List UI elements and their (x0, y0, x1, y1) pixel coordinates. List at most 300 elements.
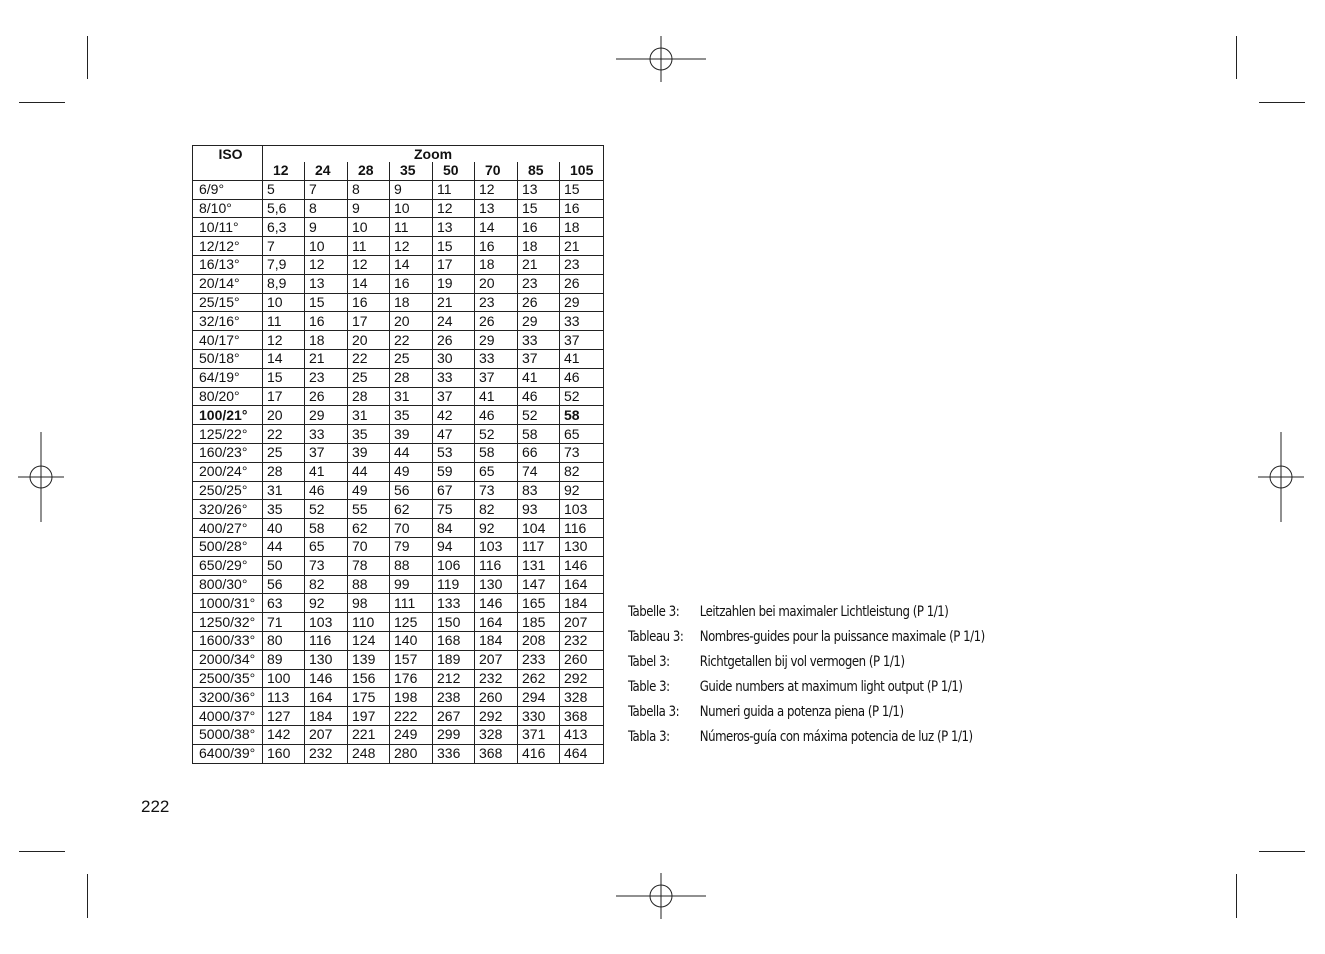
value-cell: 20 (348, 331, 390, 350)
value-cell: 58 (518, 425, 560, 444)
table-row (193, 255, 604, 274)
table-row (193, 688, 604, 707)
value-cell: 249 (390, 725, 433, 744)
value-cell: 70 (348, 537, 390, 556)
value-cell: 44 (263, 537, 305, 556)
value-cell: 7 (305, 180, 348, 199)
iso-cell: 800/30° (193, 575, 263, 594)
value-cell: 70 (390, 519, 433, 538)
value-cell: 165 (518, 594, 560, 613)
value-cell: 111 (390, 594, 433, 613)
value-cell: 73 (305, 556, 348, 575)
value-cell: 35 (390, 406, 433, 425)
value-cell: 58 (305, 519, 348, 538)
value-cell: 44 (348, 462, 390, 481)
value-cell: 37 (518, 349, 560, 368)
value-cell: 62 (348, 519, 390, 538)
value-cell: 8 (348, 180, 390, 199)
iso-cell: 1250/32° (193, 613, 263, 632)
crop-mark (87, 36, 88, 79)
value-cell: 55 (348, 500, 390, 519)
table-row (193, 425, 604, 444)
iso-cell: 20/14° (193, 274, 263, 293)
value-cell: 267 (433, 707, 475, 726)
iso-cell: 100/21° (193, 406, 263, 425)
value-cell: 35 (348, 425, 390, 444)
value-cell: 37 (560, 331, 604, 350)
value-cell: 368 (475, 744, 518, 763)
zoom-header: Zoom (414, 146, 453, 162)
value-cell: 65 (560, 425, 604, 444)
crop-mark (1259, 102, 1305, 103)
value-cell: 131 (518, 556, 560, 575)
value-cell: 11 (348, 237, 390, 256)
value-cell: 46 (305, 481, 348, 500)
value-cell: 208 (518, 631, 560, 650)
value-cell: 5 (263, 180, 305, 199)
value-cell: 23 (518, 274, 560, 293)
table-row (193, 462, 604, 481)
zoom-value-header: 85 (518, 162, 560, 180)
table-row (193, 237, 604, 256)
value-cell: 23 (560, 255, 604, 274)
table-row (193, 500, 604, 519)
caption-text: Números-guía con máxima potencia de luz (P 1/1) (699, 729, 973, 745)
value-cell: 82 (475, 500, 518, 519)
iso-cell: 200/24° (193, 462, 263, 481)
value-cell: 59 (433, 462, 475, 481)
value-cell: 18 (390, 293, 433, 312)
zoom-value-header: 12 (263, 162, 305, 180)
value-cell: 116 (475, 556, 518, 575)
value-cell: 49 (348, 481, 390, 500)
value-cell: 175 (348, 688, 390, 707)
value-cell: 20 (390, 312, 433, 331)
value-cell: 33 (560, 312, 604, 331)
value-cell: 294 (518, 688, 560, 707)
iso-cell: 10/11° (193, 218, 263, 237)
value-cell: 142 (263, 725, 305, 744)
value-cell: 88 (348, 575, 390, 594)
value-cell: 26 (305, 387, 348, 406)
zoom-value-header: 35 (390, 162, 433, 180)
value-cell: 10 (348, 218, 390, 237)
value-cell: 98 (348, 594, 390, 613)
value-cell: 78 (348, 556, 390, 575)
table-body (193, 180, 604, 763)
value-cell: 150 (433, 613, 475, 632)
value-cell: 18 (518, 237, 560, 256)
value-cell: 42 (433, 406, 475, 425)
value-cell: 292 (560, 669, 604, 688)
value-cell: 11 (390, 218, 433, 237)
table-row (193, 387, 604, 406)
value-cell: 262 (518, 669, 560, 688)
value-cell: 17 (263, 387, 305, 406)
table-row (193, 631, 604, 650)
value-cell: 146 (305, 669, 348, 688)
iso-cell: 32/16° (193, 312, 263, 331)
registration-mark-icon (616, 14, 706, 104)
table-row (193, 537, 604, 556)
table-row (193, 349, 604, 368)
value-cell: 39 (348, 443, 390, 462)
caption-label: Tabel 3: (628, 654, 670, 670)
value-cell: 89 (263, 650, 305, 669)
value-cell: 13 (433, 218, 475, 237)
iso-cell: 2000/34° (193, 650, 263, 669)
value-cell: 184 (560, 594, 604, 613)
value-cell: 11 (433, 180, 475, 199)
value-cell: 16 (348, 293, 390, 312)
value-cell: 79 (390, 537, 433, 556)
value-cell: 12 (475, 180, 518, 199)
value-cell: 413 (560, 725, 604, 744)
value-cell: 212 (433, 669, 475, 688)
value-cell: 147 (518, 575, 560, 594)
zoom-value-header: 50 (433, 162, 475, 180)
value-cell: 9 (348, 199, 390, 218)
value-cell: 328 (560, 688, 604, 707)
value-cell: 29 (518, 312, 560, 331)
value-cell: 17 (348, 312, 390, 331)
value-cell: 233 (518, 650, 560, 669)
value-cell: 127 (263, 707, 305, 726)
value-cell: 260 (560, 650, 604, 669)
table-row (193, 613, 604, 632)
table-row (193, 218, 604, 237)
value-cell: 371 (518, 725, 560, 744)
value-cell: 29 (560, 293, 604, 312)
value-cell: 21 (433, 293, 475, 312)
value-cell: 12 (305, 255, 348, 274)
value-cell: 46 (518, 387, 560, 406)
table-row (193, 725, 604, 744)
value-cell: 116 (560, 519, 604, 538)
value-cell: 336 (433, 744, 475, 763)
value-cell: 124 (348, 631, 390, 650)
value-cell: 5,6 (263, 199, 305, 218)
value-cell: 168 (433, 631, 475, 650)
value-cell: 71 (263, 613, 305, 632)
value-cell: 15 (518, 199, 560, 218)
value-cell: 232 (560, 631, 604, 650)
table-row (193, 669, 604, 688)
value-cell: 11 (263, 312, 305, 331)
value-cell: 17 (433, 255, 475, 274)
value-cell: 67 (433, 481, 475, 500)
value-cell: 110 (348, 613, 390, 632)
table-row (193, 180, 604, 199)
value-cell: 189 (433, 650, 475, 669)
value-cell: 12 (433, 199, 475, 218)
value-cell: 65 (475, 462, 518, 481)
value-cell: 103 (560, 500, 604, 519)
iso-cell: 400/27° (193, 519, 263, 538)
value-cell: 26 (518, 293, 560, 312)
table-row (193, 331, 604, 350)
value-cell: 164 (305, 688, 348, 707)
value-cell: 24 (433, 312, 475, 331)
iso-cell: 12/12° (193, 237, 263, 256)
value-cell: 88 (390, 556, 433, 575)
table-row (193, 556, 604, 575)
table-row (193, 650, 604, 669)
caption-text: Leitzahlen bei maximaler Lichtleistung (P 1/1) (699, 604, 949, 620)
value-cell: 139 (348, 650, 390, 669)
value-cell: 31 (390, 387, 433, 406)
crop-mark (19, 851, 65, 852)
value-cell: 35 (263, 500, 305, 519)
value-cell: 146 (560, 556, 604, 575)
value-cell: 14 (475, 218, 518, 237)
caption-text: Guide numbers at maximum light output (P 1/1) (699, 679, 963, 695)
value-cell: 10 (305, 237, 348, 256)
iso-cell: 6400/39° (193, 744, 263, 763)
caption-text: Numeri guida a potenza piena (P 1/1) (699, 704, 904, 720)
value-cell: 103 (475, 537, 518, 556)
value-cell: 52 (305, 500, 348, 519)
value-cell: 184 (475, 631, 518, 650)
value-cell: 15 (433, 237, 475, 256)
value-cell: 82 (305, 575, 348, 594)
value-cell: 73 (475, 481, 518, 500)
value-cell: 92 (475, 519, 518, 538)
value-cell: 21 (560, 237, 604, 256)
value-cell: 100 (263, 669, 305, 688)
value-cell: 52 (518, 406, 560, 425)
value-cell: 133 (433, 594, 475, 613)
crop-mark (1236, 36, 1237, 79)
value-cell: 15 (560, 180, 604, 199)
crop-mark (19, 102, 65, 103)
value-cell: 330 (518, 707, 560, 726)
value-cell: 49 (390, 462, 433, 481)
value-cell: 416 (518, 744, 560, 763)
value-cell: 26 (475, 312, 518, 331)
value-cell: 184 (305, 707, 348, 726)
value-cell: 260 (475, 688, 518, 707)
value-cell: 10 (390, 199, 433, 218)
value-cell: 207 (475, 650, 518, 669)
value-cell: 14 (348, 274, 390, 293)
table-row (193, 575, 604, 594)
value-cell: 103 (305, 613, 348, 632)
value-cell: 92 (560, 481, 604, 500)
value-cell: 31 (263, 481, 305, 500)
value-cell: 176 (390, 669, 433, 688)
value-cell: 19 (433, 274, 475, 293)
table-row (193, 519, 604, 538)
value-cell: 14 (390, 255, 433, 274)
value-cell: 33 (305, 425, 348, 444)
value-cell: 52 (560, 387, 604, 406)
value-cell: 13 (518, 180, 560, 199)
value-cell: 33 (433, 368, 475, 387)
value-cell: 92 (305, 594, 348, 613)
value-cell: 9 (390, 180, 433, 199)
caption-text: Richtgetallen bij vol vermogen (P 1/1) (699, 654, 905, 670)
value-cell: 18 (475, 255, 518, 274)
table-row (193, 744, 604, 763)
value-cell: 26 (560, 274, 604, 293)
iso-header: ISO (193, 146, 263, 181)
table-header-row (193, 146, 604, 163)
value-cell: 84 (433, 519, 475, 538)
zoom-value-header: 105 (560, 162, 604, 180)
value-cell: 130 (475, 575, 518, 594)
value-cell: 41 (305, 462, 348, 481)
value-cell: 47 (433, 425, 475, 444)
value-cell: 75 (433, 500, 475, 519)
iso-cell: 1000/31° (193, 594, 263, 613)
caption-label: Tabella 3: (628, 704, 680, 720)
table-row (193, 481, 604, 500)
value-cell: 221 (348, 725, 390, 744)
value-cell: 29 (475, 331, 518, 350)
value-cell: 39 (390, 425, 433, 444)
table-row (193, 274, 604, 293)
value-cell: 207 (305, 725, 348, 744)
iso-cell: 1600/33° (193, 631, 263, 650)
value-cell: 292 (475, 707, 518, 726)
iso-cell: 320/26° (193, 500, 263, 519)
registration-mark-icon (616, 851, 706, 941)
value-cell: 58 (560, 406, 604, 425)
value-cell: 73 (560, 443, 604, 462)
value-cell: 94 (433, 537, 475, 556)
value-cell: 18 (305, 331, 348, 350)
value-cell: 50 (263, 556, 305, 575)
zoom-value-header: 24 (305, 162, 348, 180)
value-cell: 99 (390, 575, 433, 594)
value-cell: 222 (390, 707, 433, 726)
value-cell: 21 (518, 255, 560, 274)
value-cell: 26 (433, 331, 475, 350)
value-cell: 21 (305, 349, 348, 368)
value-cell: 130 (560, 537, 604, 556)
value-cell: 16 (475, 237, 518, 256)
value-cell: 15 (305, 293, 348, 312)
value-cell: 8,9 (263, 274, 305, 293)
iso-cell: 250/25° (193, 481, 263, 500)
value-cell: 56 (263, 575, 305, 594)
value-cell: 18 (560, 218, 604, 237)
iso-cell: 50/18° (193, 349, 263, 368)
value-cell: 37 (305, 443, 348, 462)
table-row (193, 312, 604, 331)
value-cell: 207 (560, 613, 604, 632)
value-cell: 12 (263, 331, 305, 350)
value-cell: 232 (475, 669, 518, 688)
value-cell: 9 (305, 218, 348, 237)
value-cell: 41 (518, 368, 560, 387)
value-cell: 93 (518, 500, 560, 519)
value-cell: 29 (305, 406, 348, 425)
value-cell: 164 (475, 613, 518, 632)
table-row (193, 406, 604, 425)
value-cell: 185 (518, 613, 560, 632)
value-cell: 160 (263, 744, 305, 763)
value-cell: 28 (263, 462, 305, 481)
value-cell: 130 (305, 650, 348, 669)
value-cell: 80 (263, 631, 305, 650)
value-cell: 16 (390, 274, 433, 293)
caption-line (628, 625, 985, 650)
value-cell: 23 (305, 368, 348, 387)
iso-cell: 8/10° (193, 199, 263, 218)
value-cell: 8 (305, 199, 348, 218)
value-cell: 368 (560, 707, 604, 726)
iso-cell: 16/13° (193, 255, 263, 274)
iso-cell: 25/15° (193, 293, 263, 312)
value-cell: 22 (263, 425, 305, 444)
value-cell: 37 (475, 368, 518, 387)
value-cell: 164 (560, 575, 604, 594)
value-cell: 12 (390, 237, 433, 256)
iso-cell: 500/28° (193, 537, 263, 556)
caption-line (628, 725, 985, 750)
value-cell: 299 (433, 725, 475, 744)
iso-cell: 5000/38° (193, 725, 263, 744)
value-cell: 7 (263, 237, 305, 256)
caption-label: Tableau 3: (628, 629, 684, 645)
value-cell: 40 (263, 519, 305, 538)
value-cell: 198 (390, 688, 433, 707)
value-cell: 23 (475, 293, 518, 312)
value-cell: 16 (305, 312, 348, 331)
value-cell: 7,9 (263, 255, 305, 274)
iso-cell: 3200/36° (193, 688, 263, 707)
value-cell: 28 (390, 368, 433, 387)
iso-cell: 125/22° (193, 425, 263, 444)
value-cell: 63 (263, 594, 305, 613)
value-cell: 140 (390, 631, 433, 650)
value-cell: 238 (433, 688, 475, 707)
value-cell: 46 (475, 406, 518, 425)
iso-cell: 6/9° (193, 180, 263, 199)
value-cell: 44 (390, 443, 433, 462)
value-cell: 33 (475, 349, 518, 368)
caption-label: Tabla 3: (628, 729, 670, 745)
value-cell: 25 (263, 443, 305, 462)
value-cell: 65 (305, 537, 348, 556)
caption-text: Nombres-guides pour la puissance maximale (P 1/1) (699, 629, 985, 645)
value-cell: 20 (475, 274, 518, 293)
value-cell: 197 (348, 707, 390, 726)
value-cell: 280 (390, 744, 433, 763)
value-cell: 74 (518, 462, 560, 481)
value-cell: 125 (390, 613, 433, 632)
value-cell: 58 (475, 443, 518, 462)
value-cell: 22 (390, 331, 433, 350)
caption-line (628, 700, 985, 725)
value-cell: 22 (348, 349, 390, 368)
value-cell: 232 (305, 744, 348, 763)
value-cell: 13 (305, 274, 348, 293)
table-row (193, 594, 604, 613)
value-cell: 53 (433, 443, 475, 462)
value-cell: 16 (560, 199, 604, 218)
iso-cell: 64/19° (193, 368, 263, 387)
iso-cell: 160/23° (193, 443, 263, 462)
crop-mark (1259, 851, 1305, 852)
value-cell: 33 (518, 331, 560, 350)
zoom-value-header: 70 (475, 162, 518, 180)
value-cell: 62 (390, 500, 433, 519)
zoom-value-header: 28 (348, 162, 390, 180)
iso-cell: 40/17° (193, 331, 263, 350)
